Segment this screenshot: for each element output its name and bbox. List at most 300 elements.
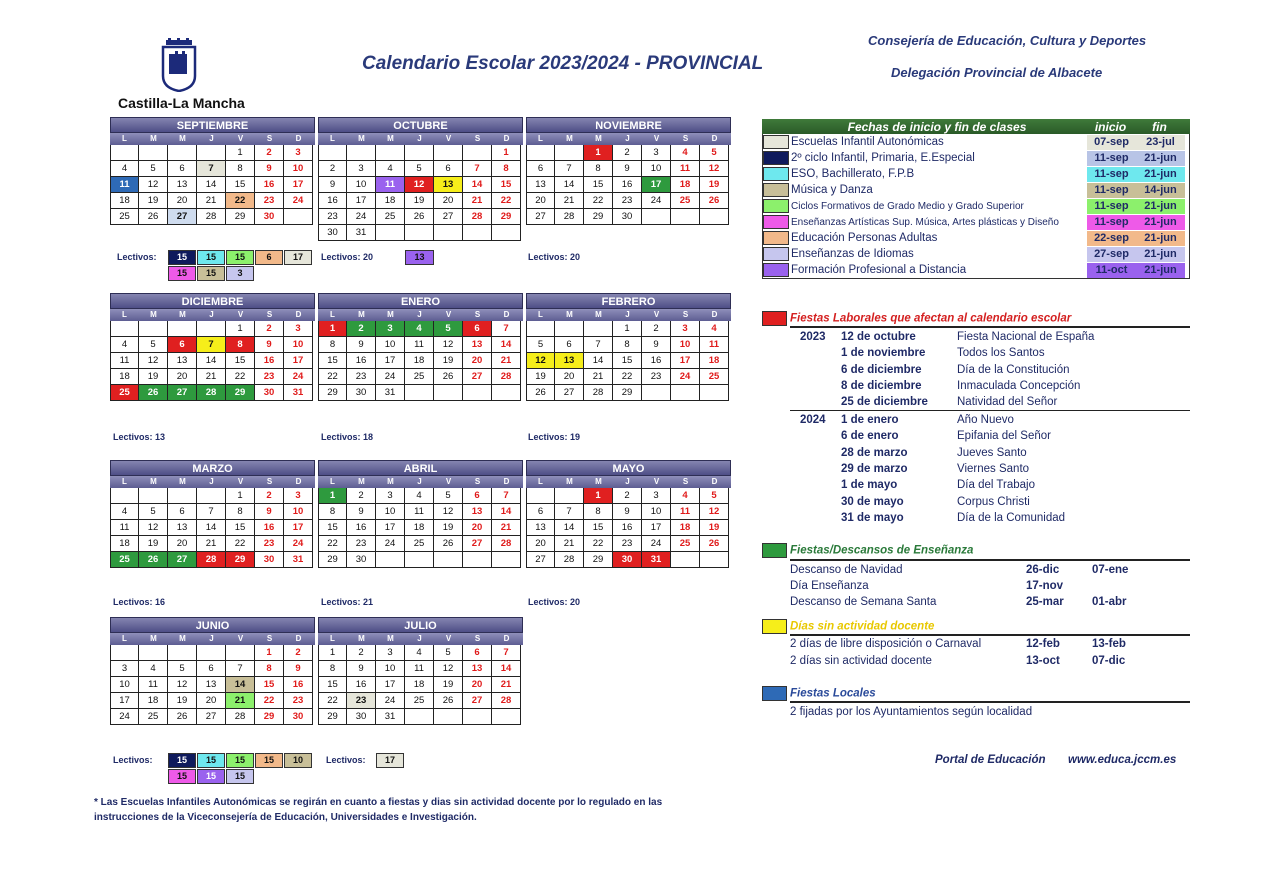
month-title: ABRIL xyxy=(318,460,523,476)
day-cell: 25 xyxy=(671,536,700,552)
empty-cell xyxy=(139,645,168,661)
empty-cell xyxy=(434,709,463,725)
weekday-label: S xyxy=(266,310,273,319)
crest-icon xyxy=(160,38,198,92)
day-cell: 28 xyxy=(226,709,255,725)
lectivos-box: 15 xyxy=(168,769,196,784)
holiday-date: 30 de mayo xyxy=(841,495,904,508)
weekday-label: L xyxy=(122,310,127,319)
day-cell: 1 xyxy=(318,645,347,661)
day-cell: 2 xyxy=(255,321,284,337)
empty-cell xyxy=(405,552,434,568)
sin-actividad-title: Días sin actividad docente xyxy=(762,619,934,634)
holiday-name: Fiesta Nacional de España xyxy=(957,331,1095,343)
weekday-label: J xyxy=(417,310,422,319)
legend-swatch-icon xyxy=(763,183,789,197)
day-cell: 5 xyxy=(526,337,555,353)
day-cell: 20 xyxy=(168,369,197,385)
weekday-label: V xyxy=(653,310,660,319)
day-cell: 17 xyxy=(110,693,139,709)
legend-end: 21-jun xyxy=(1136,263,1185,278)
period-name: Descanso de Navidad xyxy=(790,564,903,576)
day-cell: 28 xyxy=(197,552,226,568)
day-cell: 20 xyxy=(463,353,492,369)
legend-swatch-icon xyxy=(763,167,789,181)
weekday-label: L xyxy=(330,634,335,643)
lectivos-julio-box: 17 xyxy=(376,753,404,768)
legend-row xyxy=(763,214,1189,230)
day-cell: 29 xyxy=(226,552,255,568)
lectivos-box: 17 xyxy=(284,250,312,265)
day-cell: 11 xyxy=(110,177,139,193)
legend-start: 11-sep xyxy=(1087,215,1136,230)
day-cell: 3 xyxy=(642,145,671,161)
day-cell: 19 xyxy=(526,369,555,385)
day-cell: 27 xyxy=(168,385,197,401)
day-cell: 21 xyxy=(226,693,255,709)
day-cell: 7 xyxy=(197,337,226,353)
day-cell: 17 xyxy=(284,177,313,193)
empty-cell xyxy=(168,145,197,161)
month-abril xyxy=(318,460,523,568)
empty-cell xyxy=(110,488,139,504)
day-cell: 1 xyxy=(584,145,613,161)
day-cell: 18 xyxy=(671,520,700,536)
day-cell: 5 xyxy=(168,661,197,677)
day-cell: 13 xyxy=(434,177,463,193)
day-cell: 30 xyxy=(347,709,376,725)
day-cell: 26 xyxy=(168,709,197,725)
empty-cell xyxy=(492,225,521,241)
day-cell: 30 xyxy=(255,552,284,568)
day-cell: 21 xyxy=(584,369,613,385)
lectivos-mayo: Lectivos: 20 xyxy=(528,597,581,607)
empty-cell xyxy=(197,321,226,337)
weekday-label: M xyxy=(150,134,157,143)
weekday-header xyxy=(526,133,731,145)
empty-cell xyxy=(463,709,492,725)
day-cell: 26 xyxy=(434,536,463,552)
day-cell: 15 xyxy=(318,520,347,536)
empty-cell xyxy=(168,321,197,337)
day-cell: 28 xyxy=(197,385,226,401)
day-cell: 14 xyxy=(463,177,492,193)
day-cell: 10 xyxy=(376,504,405,520)
period-start: 25-mar xyxy=(1026,596,1064,608)
weekday-label: D xyxy=(711,310,718,319)
weekday-label: S xyxy=(682,477,689,486)
day-cell: 16 xyxy=(642,353,671,369)
day-cell: 13 xyxy=(197,677,226,693)
weekday-label: M xyxy=(566,134,573,143)
holiday-name: Viernes Santo xyxy=(957,462,1030,475)
day-cell: 7 xyxy=(492,645,521,661)
day-cell: 24 xyxy=(376,369,405,385)
empty-cell xyxy=(168,645,197,661)
lectivos-octubre: Lectivos: 20 xyxy=(321,252,374,262)
weekday-label: M xyxy=(387,310,394,319)
empty-cell xyxy=(226,645,255,661)
weekday-label: M xyxy=(358,134,365,143)
day-cell: 22 xyxy=(613,369,642,385)
day-cell: 10 xyxy=(376,337,405,353)
day-cell: 29 xyxy=(255,709,284,725)
day-cell: 5 xyxy=(405,161,434,177)
day-cell: 9 xyxy=(255,337,284,353)
day-cell: 9 xyxy=(642,337,671,353)
day-cell: 8 xyxy=(318,504,347,520)
day-cell: 19 xyxy=(434,677,463,693)
empty-cell xyxy=(197,145,226,161)
legend-start: 11-sep xyxy=(1087,151,1136,166)
day-cell: 13 xyxy=(463,337,492,353)
month-title: NOVIEMBRE xyxy=(526,117,731,133)
day-cell: 21 xyxy=(492,353,521,369)
day-cell: 20 xyxy=(463,677,492,693)
day-cell: 11 xyxy=(405,504,434,520)
day-cell: 19 xyxy=(700,520,729,536)
day-cell: 26 xyxy=(139,552,168,568)
day-cell: 2 xyxy=(318,161,347,177)
day-cell: 6 xyxy=(463,321,492,337)
day-cell: 28 xyxy=(492,536,521,552)
day-cell: 27 xyxy=(526,552,555,568)
page-title: Calendario Escolar 2023/2024 - PROVINCIAL xyxy=(362,53,764,74)
empty-cell xyxy=(492,709,521,725)
weekday-label: M xyxy=(358,310,365,319)
legend-end: 21-jun xyxy=(1136,151,1185,166)
legend-end: 23-jul xyxy=(1136,135,1185,150)
legend-row xyxy=(763,166,1189,182)
day-cell: 25 xyxy=(110,552,139,568)
weekday-label: D xyxy=(503,134,510,143)
day-cell: 12 xyxy=(700,504,729,520)
legend-name: Enseñanzas Artísticas Sup. Música, Artes plásticas y Diseño xyxy=(791,216,1059,228)
weekday-label: V xyxy=(445,634,452,643)
day-cell: 29 xyxy=(226,209,255,225)
day-cell: 30 xyxy=(284,709,313,725)
day-cell: 27 xyxy=(168,552,197,568)
weekday-label: M xyxy=(566,310,573,319)
day-cell: 19 xyxy=(405,193,434,209)
day-cell: 17 xyxy=(284,520,313,536)
month-title: MARZO xyxy=(110,460,315,476)
day-cell: 20 xyxy=(526,536,555,552)
year-2023: 2023 xyxy=(800,331,826,343)
day-cell: 29 xyxy=(318,552,347,568)
lectivos-box: 15 xyxy=(168,250,196,265)
weekday-header xyxy=(318,133,523,145)
weekday-label: J xyxy=(417,634,422,643)
month-title: SEPTIEMBRE xyxy=(110,117,315,133)
holiday-date: 1 de enero xyxy=(841,414,899,426)
month-title: FEBRERO xyxy=(526,293,731,309)
day-cell: 7 xyxy=(492,321,521,337)
day-cell: 27 xyxy=(463,693,492,709)
legend-swatch-icon xyxy=(763,135,789,149)
day-cell: 28 xyxy=(492,693,521,709)
day-cell: 2 xyxy=(255,145,284,161)
month-title: JUNIO xyxy=(110,617,315,633)
day-cell: 21 xyxy=(492,520,521,536)
period-end: 07-ene xyxy=(1092,564,1129,576)
yellow-swatch-icon xyxy=(762,619,787,634)
month-title: MAYO xyxy=(526,460,731,476)
weekday-label: M xyxy=(179,310,186,319)
day-cell: 5 xyxy=(139,161,168,177)
month-mayo xyxy=(526,460,731,568)
day-cell: 7 xyxy=(226,661,255,677)
day-cell: 16 xyxy=(613,520,642,536)
empty-cell xyxy=(671,209,700,225)
day-cell: 2 xyxy=(347,488,376,504)
day-cell: 11 xyxy=(110,520,139,536)
month-title: DICIEMBRE xyxy=(110,293,315,309)
day-cell: 21 xyxy=(197,369,226,385)
period-start: 26-dic xyxy=(1026,564,1060,576)
day-cell: 29 xyxy=(318,385,347,401)
day-cell: 17 xyxy=(376,353,405,369)
day-cell: 27 xyxy=(168,209,197,225)
day-cell: 24 xyxy=(284,536,313,552)
day-cell: 29 xyxy=(318,709,347,725)
day-cell: 3 xyxy=(284,145,313,161)
legend-start: 27-sep xyxy=(1087,247,1136,262)
day-cell: 23 xyxy=(347,536,376,552)
day-cell: 5 xyxy=(700,488,729,504)
month-febrero xyxy=(526,293,731,401)
day-cell: 9 xyxy=(255,504,284,520)
weekday-header xyxy=(110,309,315,321)
legend-name: Enseñanzas de Idiomas xyxy=(791,248,914,260)
day-cell: 1 xyxy=(226,488,255,504)
day-cell: 22 xyxy=(318,536,347,552)
day-cell: 13 xyxy=(555,353,584,369)
lectivos-box: 15 xyxy=(168,753,196,768)
day-cell: 7 xyxy=(492,488,521,504)
day-cell: 1 xyxy=(584,488,613,504)
weekday-label: D xyxy=(503,634,510,643)
day-cell: 22 xyxy=(492,193,521,209)
legend-name: ESO, Bachillerato, F.P.B xyxy=(791,168,915,180)
lectivos-box: 15 xyxy=(255,753,283,768)
month-septiembre xyxy=(110,117,315,225)
empty-cell xyxy=(139,145,168,161)
day-cell: 21 xyxy=(555,536,584,552)
weekday-label: S xyxy=(682,134,689,143)
day-cell: 13 xyxy=(168,177,197,193)
day-cell: 2 xyxy=(613,145,642,161)
weekday-label: V xyxy=(237,477,244,486)
day-cell: 28 xyxy=(555,552,584,568)
day-cell: 5 xyxy=(139,337,168,353)
day-cell: 25 xyxy=(405,536,434,552)
day-cell: 9 xyxy=(284,661,313,677)
day-cell: 4 xyxy=(376,161,405,177)
day-cell: 21 xyxy=(492,677,521,693)
holiday-name: Todos los Santos xyxy=(957,347,1045,360)
empty-cell xyxy=(642,385,671,401)
weekday-label: L xyxy=(330,477,335,486)
day-cell: 3 xyxy=(376,645,405,661)
day-cell: 22 xyxy=(584,536,613,552)
weekday-label: M xyxy=(150,634,157,643)
day-cell: 8 xyxy=(255,661,284,677)
day-cell: 15 xyxy=(584,177,613,193)
month-octubre xyxy=(318,117,523,241)
empty-cell xyxy=(197,645,226,661)
day-cell: 6 xyxy=(555,337,584,353)
empty-cell xyxy=(197,488,226,504)
day-cell: 17 xyxy=(376,520,405,536)
holiday-name: Corpus Christi xyxy=(957,495,1030,508)
empty-cell xyxy=(700,209,729,225)
empty-cell xyxy=(347,145,376,161)
day-cell: 3 xyxy=(376,488,405,504)
day-cell: 11 xyxy=(405,337,434,353)
day-cell: 5 xyxy=(139,504,168,520)
weekday-label: L xyxy=(122,634,127,643)
holiday-date: 29 de marzo xyxy=(841,462,908,475)
day-cell: 7 xyxy=(197,504,226,520)
lectivos-enero: Lectivos: 18 xyxy=(321,432,374,442)
holiday-name: Día del Trabajo xyxy=(957,479,1035,492)
day-cell: 11 xyxy=(139,677,168,693)
day-cell: 1 xyxy=(318,321,347,337)
day-cell: 4 xyxy=(139,661,168,677)
weekday-label: V xyxy=(445,477,452,486)
day-cell: 3 xyxy=(110,661,139,677)
empty-cell xyxy=(463,552,492,568)
empty-cell xyxy=(463,385,492,401)
weekday-label: V xyxy=(653,134,660,143)
day-cell: 26 xyxy=(700,536,729,552)
day-cell: 21 xyxy=(463,193,492,209)
day-cell: 14 xyxy=(197,520,226,536)
holiday-date: 12 de octubre xyxy=(841,331,916,343)
day-cell: 20 xyxy=(526,193,555,209)
day-cell: 15 xyxy=(226,177,255,193)
day-cell: 22 xyxy=(226,193,255,209)
day-cell: 8 xyxy=(226,337,255,353)
day-cell: 2 xyxy=(284,645,313,661)
day-cell: 16 xyxy=(347,677,376,693)
day-cell: 28 xyxy=(197,209,226,225)
day-cell: 2 xyxy=(255,488,284,504)
weekday-label: M xyxy=(566,477,573,486)
day-cell: 30 xyxy=(255,209,284,225)
month-title: ENERO xyxy=(318,293,523,309)
day-cell: 18 xyxy=(671,177,700,193)
holiday-date: 8 de diciembre xyxy=(841,379,922,392)
holiday-name: Natividad del Señor xyxy=(957,396,1058,409)
day-cell: 20 xyxy=(434,193,463,209)
day-cell: 21 xyxy=(555,193,584,209)
day-cell: 5 xyxy=(434,488,463,504)
day-cell: 22 xyxy=(255,693,284,709)
month-junio xyxy=(110,617,315,725)
weekday-label: D xyxy=(295,634,302,643)
weekday-label: D xyxy=(503,310,510,319)
logo xyxy=(160,38,198,92)
day-cell: 4 xyxy=(671,488,700,504)
fiestas-ensenanza-title: Fiestas/Descansos de Enseñanza xyxy=(762,543,973,558)
day-cell: 25 xyxy=(139,709,168,725)
day-cell: 6 xyxy=(463,645,492,661)
day-cell: 27 xyxy=(526,209,555,225)
day-cell: 4 xyxy=(110,337,139,353)
empty-cell xyxy=(434,145,463,161)
day-cell: 4 xyxy=(700,321,729,337)
day-cell: 4 xyxy=(405,645,434,661)
red-swatch-icon xyxy=(762,311,787,326)
day-cell: 15 xyxy=(584,520,613,536)
weekday-label: V xyxy=(237,310,244,319)
month-noviembre xyxy=(526,117,731,225)
day-cell: 11 xyxy=(110,353,139,369)
day-cell: 23 xyxy=(613,193,642,209)
lectivos-box: 15 xyxy=(226,753,254,768)
day-cell: 3 xyxy=(671,321,700,337)
day-cell: 12 xyxy=(526,353,555,369)
weekday-label: L xyxy=(122,134,127,143)
legend-swatch-icon xyxy=(763,151,789,165)
day-cell: 16 xyxy=(347,353,376,369)
holiday-date: 28 de marzo xyxy=(841,446,908,459)
weekday-label: S xyxy=(266,477,273,486)
lectivos-box: 15 xyxy=(226,769,254,784)
empty-cell xyxy=(642,209,671,225)
day-cell: 8 xyxy=(584,161,613,177)
day-cell: 26 xyxy=(434,693,463,709)
day-cell: 18 xyxy=(405,677,434,693)
day-cell: 13 xyxy=(168,353,197,369)
weekday-label: M xyxy=(150,477,157,486)
day-cell: 6 xyxy=(168,504,197,520)
empty-cell xyxy=(463,145,492,161)
day-cell: 11 xyxy=(671,504,700,520)
empty-cell xyxy=(405,145,434,161)
month-enero xyxy=(318,293,523,401)
day-cell: 22 xyxy=(226,536,255,552)
empty-cell xyxy=(463,225,492,241)
day-cell: 12 xyxy=(139,520,168,536)
portal-url[interactable]: www.educa.jccm.es xyxy=(1068,754,1177,766)
weekday-label: M xyxy=(595,310,602,319)
weekday-header xyxy=(110,476,315,488)
holiday-name: Epifania del Señor xyxy=(957,430,1051,443)
weekday-label: D xyxy=(295,310,302,319)
day-cell: 30 xyxy=(347,385,376,401)
empty-cell xyxy=(110,321,139,337)
weekday-label: M xyxy=(595,477,602,486)
day-cell: 9 xyxy=(347,337,376,353)
weekday-label: L xyxy=(330,310,335,319)
weekday-label: M xyxy=(358,477,365,486)
day-cell: 15 xyxy=(226,353,255,369)
day-cell: 5 xyxy=(700,145,729,161)
logo-text: Castilla-La Mancha xyxy=(118,95,245,111)
empty-cell xyxy=(700,552,729,568)
day-cell: 13 xyxy=(463,661,492,677)
day-cell: 3 xyxy=(376,321,405,337)
day-cell: 20 xyxy=(197,693,226,709)
legend-start: 22-sep xyxy=(1087,231,1136,246)
empty-cell xyxy=(555,488,584,504)
empty-cell xyxy=(318,145,347,161)
day-cell: 13 xyxy=(526,520,555,536)
day-cell: 30 xyxy=(255,385,284,401)
